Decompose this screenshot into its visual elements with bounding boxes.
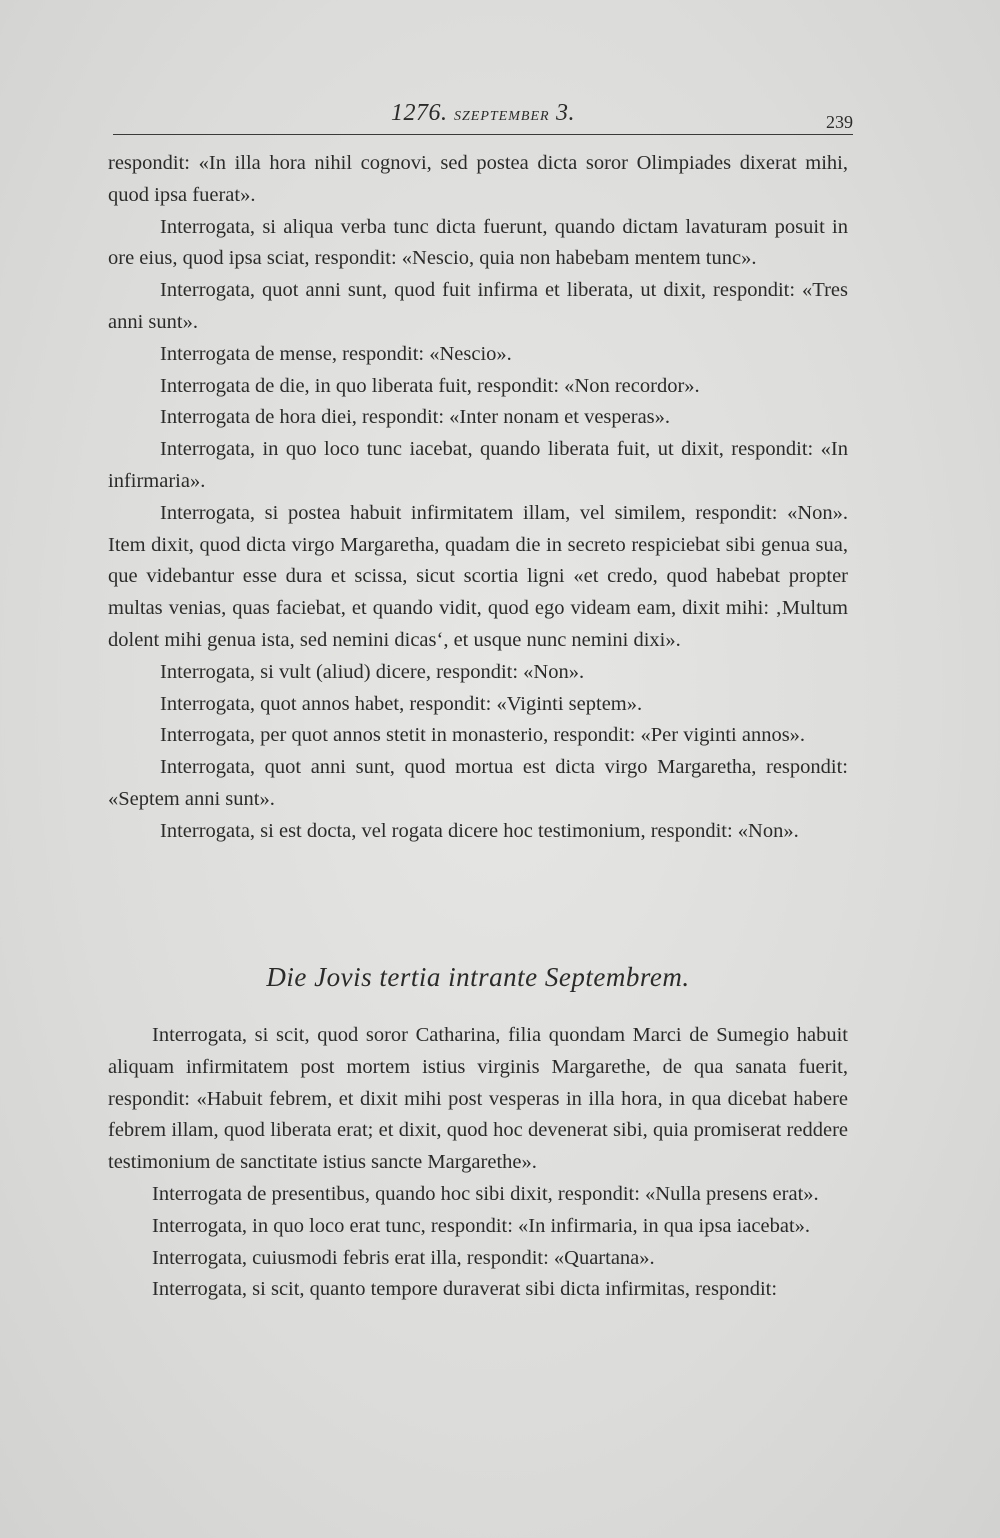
- running-head-year: 1276.: [391, 100, 448, 126]
- paragraph: Interrogata, per quot annos stetit in monasterio, respondit: «Per viginti annos».: [160, 724, 806, 747]
- running-head-month: SZEPTEMBER: [454, 109, 550, 124]
- paragraph: Interrogata, in quo loco tunc iacebat, quando liberata fuit, ut dixit, respondit: «In infirmaria».: [108, 438, 848, 492]
- paragraph: Interrogata de die, in quo liberata fuit, respondit: «Non recordor».: [160, 374, 700, 397]
- paragraph: Interrogata, si aliqua verba tunc dicta fuerunt, quando dictam lavaturam posuit in ore eius, quod ipsa sciat, respondit: «Nescio, quia non habebam mentem tunc».: [108, 215, 848, 270]
- paragraph: Interrogata, si postea habuit infirmitatem illam, vel similem, respondit: «Non». Item dixit, quod dicta virgo Margaretha, quadam die in secreto respiciebat sibi genua sua, que videbantur esse dura et scissa, sicut scortia ligni «et credo, quod habebat propter multas venias, quas faciebat, et quando vidit, quod ego videam eam, dixit mihi: ‚Multum dolent mihi genua ista, sed nemini dicas‘, et usque nunc nemini dixi».: [108, 501, 848, 651]
- paragraph: Interrogata, si vult (aliud) dicere, respondit: «Non».: [160, 660, 585, 683]
- paragraph: Interrogata de hora diei, respondit: «Inter nonam et vesperas».: [160, 406, 671, 429]
- running-header: [113, 96, 853, 140]
- paragraph: Interrogata, quot anni sunt, quod mortua est dicta virgo Margaretha, respondit: «Septem anni sunt».: [108, 756, 848, 810]
- paragraph: Interrogata, si scit, quod soror Catharina, filia quondam Marci de Sumegio habuit aliquam infirmitatem post mortem istius virginis Margarethe, de qua sanata fuerit, respondit: «Habuit febrem, et dixit mihi post vesperas in illa hora, in qua dicebat habere febrem illam, quod liberata erat; et dixit, quod hoc devenerat sibi, quia promiserat reddere testimonium de sanctitate istius sancte Margarethe».: [108, 1024, 848, 1174]
- running-head-day: 3.: [556, 100, 576, 126]
- paragraph: respondit: «In illa hora nihil cognovi, sed postea dicta soror Olimpiades dixerat mihi, quod ipsa fuerat».: [108, 152, 848, 206]
- section-heading: Die Jovis tertia intrante Septembrem.: [266, 962, 690, 992]
- paragraph: Interrogata de mense, respondit: «Nescio».: [160, 342, 512, 365]
- main-text: [108, 148, 848, 848]
- page-number: 239: [826, 112, 853, 132]
- paragraph: Interrogata, si est docta, vel rogata dicere hoc testimonium, respondit: «Non».: [160, 819, 799, 842]
- paragraph: Interrogata, quot anni sunt, quod fuit infirma et liberata, ut dixit, respondit: «Tres anni sunt».: [108, 279, 848, 333]
- paragraph: Interrogata, in quo loco erat tunc, respondit: «In infirmaria, in qua ipsa iacebat».: [152, 1214, 811, 1237]
- paragraph: Interrogata, cuiusmodi febris erat illa, respondit: «Quartana».: [152, 1246, 655, 1269]
- running-head-title: [391, 100, 575, 127]
- paragraph: Interrogata, quot annos habet, respondit: «Viginti septem».: [160, 692, 643, 715]
- section-text: [108, 1020, 848, 1306]
- paragraph: Interrogata de presentibus, quando hoc sibi dixit, respondit: «Nulla presens erat».: [152, 1182, 819, 1205]
- paragraph: Interrogata, si scit, quanto tempore duraverat sibi dicta infirmitas, respondit:: [152, 1278, 778, 1301]
- header-rule: [113, 134, 853, 135]
